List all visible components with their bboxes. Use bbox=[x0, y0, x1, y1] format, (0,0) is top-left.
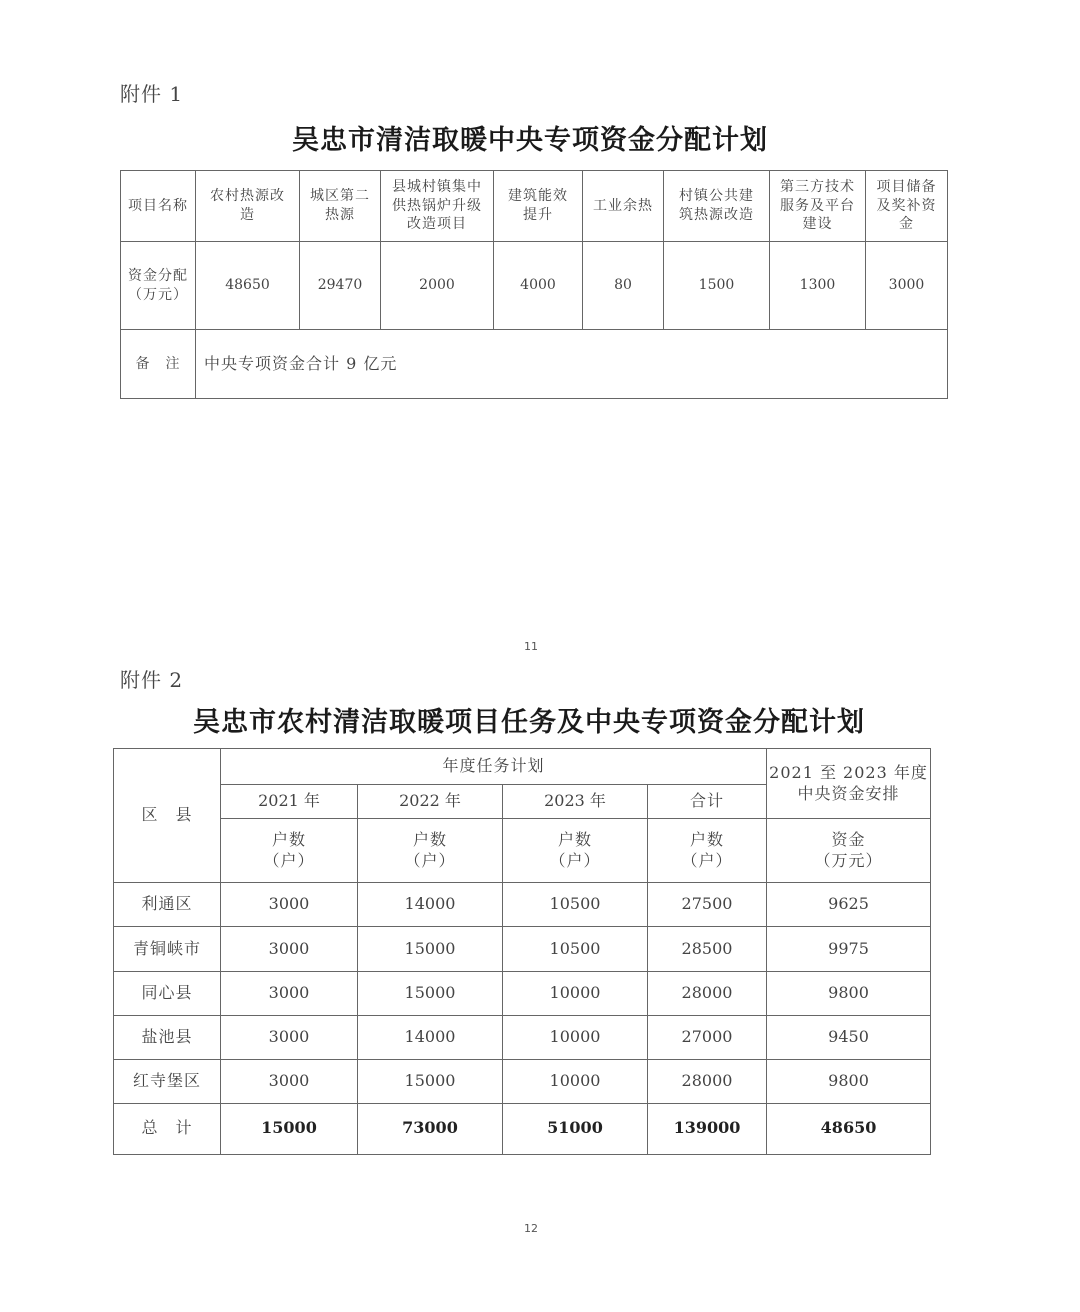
region-cell: 盐池县 bbox=[114, 1015, 221, 1059]
value-cell: 48650 bbox=[196, 242, 300, 330]
header-column: 县城村镇集中 供热锅炉升级 改造项目 bbox=[381, 171, 494, 242]
attachment-label-1: 附件 1 bbox=[120, 82, 184, 106]
remark-text: 中央专项资金合计 9 亿元 bbox=[196, 330, 948, 399]
value-cell: 2000 bbox=[381, 242, 494, 330]
header-central-funding: 2021 至 2023 年度 中央资金安排 bbox=[767, 749, 931, 819]
total-label: 总 计 bbox=[114, 1103, 221, 1154]
total-cell: 51000 bbox=[503, 1103, 648, 1154]
value-cell: 14000 bbox=[358, 1015, 503, 1059]
table-unit-row bbox=[114, 819, 931, 883]
value-cell: 10000 bbox=[503, 1059, 648, 1103]
value-cell: 14000 bbox=[358, 883, 503, 927]
page-number-11: 11 bbox=[524, 640, 538, 653]
unit-households: 户数 （户） bbox=[503, 819, 648, 883]
header-year-2022: 2022 年 bbox=[358, 785, 503, 819]
header-column: 第三方技术 服务及平台 建设 bbox=[770, 171, 866, 242]
total-cell: 15000 bbox=[221, 1103, 358, 1154]
value-cell: 28500 bbox=[648, 927, 767, 971]
total-cell: 139000 bbox=[648, 1103, 767, 1154]
page-number-12: 12 bbox=[524, 1222, 538, 1235]
remark-row bbox=[121, 330, 948, 399]
value-cell: 3000 bbox=[221, 927, 358, 971]
region-cell: 同心县 bbox=[114, 971, 221, 1015]
table-row bbox=[114, 1015, 931, 1059]
value-cell: 10000 bbox=[503, 971, 648, 1015]
table-header-row bbox=[114, 749, 931, 785]
value-cell: 1300 bbox=[770, 242, 866, 330]
header-year-2023: 2023 年 bbox=[503, 785, 648, 819]
table-row bbox=[121, 242, 948, 330]
value-cell: 9450 bbox=[767, 1015, 931, 1059]
value-cell: 10500 bbox=[503, 927, 648, 971]
value-cell: 3000 bbox=[866, 242, 948, 330]
header-project-name: 项目名称 bbox=[121, 171, 196, 242]
table-row bbox=[114, 927, 931, 971]
header-column: 农村热源改 造 bbox=[196, 171, 300, 242]
value-cell: 28000 bbox=[648, 971, 767, 1015]
header-column: 建筑能效 提升 bbox=[494, 171, 583, 242]
header-column: 村镇公共建 筑热源改造 bbox=[664, 171, 770, 242]
table-row bbox=[114, 883, 931, 927]
value-cell: 10000 bbox=[503, 1015, 648, 1059]
table-header-row bbox=[121, 171, 948, 242]
value-cell: 80 bbox=[583, 242, 664, 330]
total-row bbox=[114, 1103, 931, 1154]
unit-households: 户数 （户） bbox=[221, 819, 358, 883]
value-cell: 4000 bbox=[494, 242, 583, 330]
table-row bbox=[114, 971, 931, 1015]
value-cell: 1500 bbox=[664, 242, 770, 330]
value-cell: 10500 bbox=[503, 883, 648, 927]
unit-funds: 资金 （万元） bbox=[767, 819, 931, 883]
value-cell: 3000 bbox=[221, 883, 358, 927]
value-cell: 9625 bbox=[767, 883, 931, 927]
header-region: 区 县 bbox=[114, 749, 221, 883]
region-cell: 红寺堡区 bbox=[114, 1059, 221, 1103]
rural-heating-plan-table bbox=[113, 748, 931, 1155]
value-cell: 15000 bbox=[358, 971, 503, 1015]
row-label-funds: 资金分配 （万元） bbox=[121, 242, 196, 330]
region-cell: 青铜峡市 bbox=[114, 927, 221, 971]
document-title-1: 吴忠市清洁取暖中央专项资金分配计划 bbox=[292, 125, 768, 156]
value-cell: 3000 bbox=[221, 1015, 358, 1059]
value-cell: 28000 bbox=[648, 1059, 767, 1103]
value-cell: 9800 bbox=[767, 1059, 931, 1103]
document-title-2: 吴忠市农村清洁取暖项目任务及中央专项资金分配计划 bbox=[193, 707, 865, 738]
header-total: 合计 bbox=[648, 785, 767, 819]
value-cell: 29470 bbox=[300, 242, 381, 330]
attachment-label-2: 附件 2 bbox=[120, 668, 184, 692]
header-annual-plan: 年度任务计划 bbox=[221, 749, 767, 785]
funding-allocation-table bbox=[120, 170, 948, 399]
header-column: 项目储备 及奖补资 金 bbox=[866, 171, 948, 242]
value-cell: 3000 bbox=[221, 1059, 358, 1103]
total-cell: 48650 bbox=[767, 1103, 931, 1154]
value-cell: 9800 bbox=[767, 971, 931, 1015]
remark-label: 备 注 bbox=[121, 330, 196, 399]
table-row bbox=[114, 1059, 931, 1103]
value-cell: 15000 bbox=[358, 1059, 503, 1103]
header-year-2021: 2021 年 bbox=[221, 785, 358, 819]
unit-households: 户数 （户） bbox=[648, 819, 767, 883]
value-cell: 27500 bbox=[648, 883, 767, 927]
unit-households: 户数 （户） bbox=[358, 819, 503, 883]
value-cell: 3000 bbox=[221, 971, 358, 1015]
region-cell: 利通区 bbox=[114, 883, 221, 927]
value-cell: 27000 bbox=[648, 1015, 767, 1059]
header-column: 工业余热 bbox=[583, 171, 664, 242]
value-cell: 15000 bbox=[358, 927, 503, 971]
header-column: 城区第二 热源 bbox=[300, 171, 381, 242]
value-cell: 9975 bbox=[767, 927, 931, 971]
total-cell: 73000 bbox=[358, 1103, 503, 1154]
